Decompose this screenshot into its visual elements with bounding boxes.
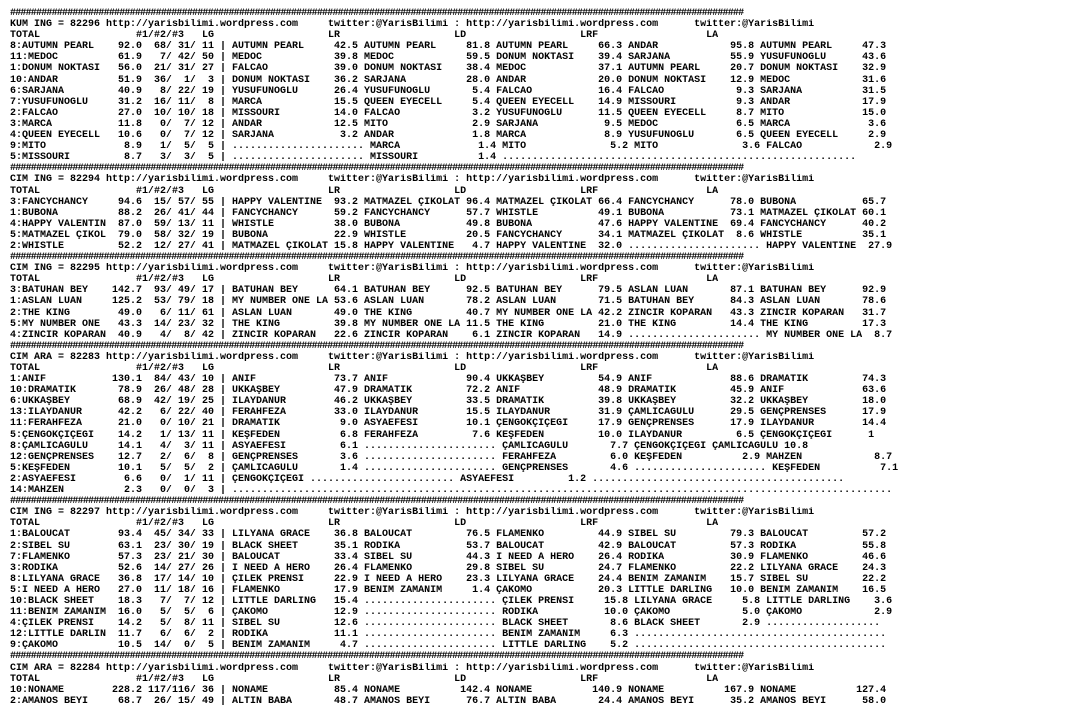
text-line: 3:MARCA 11.8 0/ 7/ 12 | ANDAR 12.5 MITO 2.9 SARJANA 9.5 MEDOC 6.5 MARCA 3.6 xyxy=(10,118,887,130)
text-line: CIM ARA = 82284 http://yarisbilimi.wordpress.com twitter:@YarisBilimi : http://yarisbilimi.wordpress.com twitter:@YarisBilimi xyxy=(10,662,815,674)
text-line: 4:ZINCIR KOPARAN 40.9 4/ 8/ 42 | ZINCIR KOPARAN 22.6 ZINCIR KOPARAN 6.1 ZINCIR KOPARAN 14.9 ...................... MY NUMBER ONE LA 8.7 xyxy=(10,329,893,341)
text-line: 2:AMANOS BEYİ 68.7 26/ 15/ 49 | ALTIN BABA 48.7 AMANOS BEYİ 76.7 ALTIN BABA 24.4 AMANOS BEYİ 35.2 AMANOS BEYİ 58.0 xyxy=(10,695,887,707)
text-line: 4:ÇILEK PRENSİ 14.2 5/ 8/ 11 | SİBEL SU 12.6 ...................... BLACK SHEET 8.6 BLACK SHEET 2.9 ................... xyxy=(10,618,881,630)
text-line: 4:QUEEN EYECELL 10.6 0/ 7/ 12 | SARJANA 3.2 ANDAR 1.8 MARCA 8.9 YUSUFUNOĞLU 6.5 QUEEN EYECELL 2.9 xyxy=(10,130,887,142)
text-line: 10:DRAMATİK 78.9 26/ 48/ 28 | UKKAŞBEY 47.9 DRAMATİK 72.2 ANIF 48.9 DRAMATİK 45.9 ANIF 63.6 xyxy=(10,385,887,397)
separator-line: ############################################################################################################################################# xyxy=(10,496,744,508)
text-line: TOTAL #1/#2/#3 LG LR LD LRF LA xyxy=(10,673,719,685)
text-line: 2:ASYAEFESİ 6.6 0/ 1/ 11 | ÇENGÖKÇİÇEĞİ ........................ ASYAEFESİ 1.2 .......................................... xyxy=(10,473,845,485)
text-line: 3:RODIKA 52.6 14/ 27/ 26 | I NEED A HERO 26.4 FLAMENKO 29.8 SİBEL SU 24.7 FLAMENKO 22.2 LILYANA GRACE 24.3 xyxy=(10,562,887,574)
text-line: 5:MISSOURI 8.7 3/ 3/ 5 | ...................... MISSOURI 1.4 ........................................................... xyxy=(10,152,857,164)
text-line: 11:MEDOC 61.9 7/ 42/ 50 | MEDOC 39.8 MEDOC 59.5 DÖNÜM NOKTASI 39.4 SARJANA 55.9 YUSUFUNOĞLU 43.6 xyxy=(10,52,887,64)
text-line: 2:FALCAO 27.0 10/ 10/ 18 | MISSOURI 14.0 FALCAO 3.2 YUSUFUNOĞLU 11.5 QUEEN EYECELL 8.7 MITO 15.0 xyxy=(10,107,887,119)
text-line: 1:BUBONA 88.2 26/ 41/ 44 | FANCYCHANCY 59.2 FANCYCHANCY 57.7 WHISTLE 49.1 BUBONA 73.1 MATMAZEL ÇIKOLAT 60.1 xyxy=(10,207,887,219)
text-line: CIM ING = 82295 http://yarisbilimi.wordpress.com twitter:@YarisBilimi : http://yarisbilimi.wordpress.com twitter:@YarisBilimi xyxy=(10,263,815,275)
text-line: CIM ING = 82297 http://yarisbilimi.wordpress.com twitter:@YarisBilimi : http://yarisbilimi.wordpress.com twitter:@YarisBilimi xyxy=(10,507,815,519)
text-line: 12:GENÇPRENSES 12.7 2/ 6/ 8 | GENÇPRENSES 3.6 ...................... FERAHFEZA 6.0 KEŞFEDEN 2.9 MAHZEN 8.7 xyxy=(10,451,893,463)
text-line: 10:NONAME 228.2 117/116/ 36 | NONAME 85.4 NONAME 142.4 NONAME 140.9 NONAME 167.9 NONAME 127.4 xyxy=(10,684,887,696)
text-line: 8:LILYANA GRACE 36.8 17/ 14/ 10 | ÇILEK PRENSİ 22.9 I NEED A HERO 23.3 LILYANA GRACE 24.4 BENİM ZAMANIM 15.7 SİBEL SU 22.2 xyxy=(10,573,887,585)
separator-line: ############################################################################################################################################# xyxy=(10,8,744,19)
text-line: 1:ASLAN LUAN 125.2 53/ 79/ 18 | MY NUMBER ONE LA 53.6 ASLAN LUAN 78.2 ASLAN LUAN 71.5 BATUHAN BEY 84.3 ASLAN LUAN 78.6 xyxy=(10,296,887,308)
text-line: 2:THE KING 49.0 6/ 11/ 61 | ASLAN LUAN 49.0 THE KING 40.7 MY NUMBER ONE LA 42.2 ZINCIR KOPARAN 43.3 ZINCIR KOPARAN 31.7 xyxy=(10,307,887,319)
text-line: 11:FERAHFEZA 21.0 0/ 10/ 21 | DRAMATİK 9.0 ASYAEFESİ 10.1 ÇENGÖKÇİÇEĞİ 17.9 GENÇPRENSES 17.9 İLAYDANUR 14.4 xyxy=(10,418,887,430)
text-line: 9:MITO 8.9 1/ 5/ 5 | ...................... MARCA 1.4 MITO 5.2 MITO 3.6 FALCAO 2.9 xyxy=(10,141,893,153)
text-line: 8:AUTUMN PEARL 92.0 68/ 31/ 11 | AUTUMN PEARL 42.5 AUTUMN PEARL 81.8 AUTUMN PEARL 66.3 ANDAR 95.8 AUTUMN PEARL 47.3 xyxy=(10,41,887,53)
text-line: KUM ING = 82296 http://yarisbilimi.wordpress.com twitter:@YarisBilimi : http://yarisbilimi.wordpress.com twitter:@YarisBilimi xyxy=(10,19,815,31)
text-line: 1:BALOUCAT 93.4 45/ 34/ 33 | LILYANA GRACE 36.8 BALOUCAT 76.5 FLAMENKO 44.9 SİBEL SU 79.3 BALOUCAT 57.2 xyxy=(10,529,887,541)
text-line: TOTAL #1/#2/#3 LG LR LD LRF LA xyxy=(10,363,719,374)
text-line: 10:BLACK SHEET 18.3 7/ 7/ 12 | LITTLE DARLING 15.4 ...................... ÇILEK PRENSİ 15.8 LILYANA GRACE 5.8 LITTLE DARLING 3.6 xyxy=(10,595,893,607)
text-line: 10:ANDAR 51.9 36/ 1/ 3 | DÖNÜM NOKTASI 36.2 SARJANA 28.0 ANDAR 20.0 DÖNÜM NOKTASI 12.9 MEDOC 31.6 xyxy=(10,74,887,86)
separator-line: ############################################################################################################################################# xyxy=(10,340,744,352)
text-line: 7:YUSUFUNOĞLU 31.2 16/ 11/ 8 | MARCA 15.5 QUEEN EYECELL 5.4 QUEEN EYECELL 14.9 MISSOURI 9.3 ANDAR 17.9 xyxy=(10,96,887,108)
text-line: 6:SARJANA 40.9 8/ 22/ 19 | YUSUFUNOĞLU 26.4 YUSUFUNOĞLU 5.4 FALCAO 16.4 FALCAO 9.3 SARJANA 31.5 xyxy=(10,85,887,97)
race-stats-document xyxy=(10,8,1070,707)
text-line: 5:ÇENGÖKÇİÇEĞİ 14.2 1/ 13/ 11 | KEŞFEDEN 6.8 FERAHFEZA 7.6 KEŞFEDEN 10.0 İLAYDANUR 6.5 ÇENGÖKÇİÇEĞİ 1 xyxy=(10,429,875,441)
text-line: 3:BATUHAN BEY 142.7 93/ 49/ 17 | BATUHAN BEY 64.1 BATUHAN BEY 92.5 BATUHAN BEY 79.5 ASLAN LUAN 87.1 BATUHAN BEY 92.9 xyxy=(10,285,887,297)
text-line: 11:BENİM ZAMANIM 16.0 5/ 5/ 6 | ÇAKOMO 12.9 ...................... RODIKA 10.0 ÇAKOMO 5.0 ÇAKOMO 2.9 xyxy=(10,607,893,619)
text-line: 9:ÇAKOMO 10.5 14/ 0/ 5 | BENİM ZAMANIM 4.7 ...................... LITTLE DARLING 5.2 .......................................... xyxy=(10,640,887,652)
text-line: CIM ING = 82294 http://yarisbilimi.wordpress.com twitter:@YarisBilimi : http://yarisbilimi.wordpress.com twitter:@YarisBilimi xyxy=(10,174,815,186)
text-line: 4:HAPPY VALENTIN 87.0 59/ 13/ 11 | WHISTLE 38.0 BUBONA 49.8 BUBONA 47.6 HAPPY VALENTINE 69.4 FANCYCHANCY 40.2 xyxy=(10,218,887,230)
separator-line: ############################################################################################################################################# xyxy=(10,651,744,663)
separator-line: ############################################################################################################################################# xyxy=(10,252,744,264)
text-line: TOTAL #1/#2/#3 LG LR LD LRF LA xyxy=(10,30,719,42)
text-line: 6:UKKAŞBEY 68.9 42/ 19/ 25 | İLAYDANUR 46.2 UKKAŞBEY 33.5 DRAMATİK 39.8 UKKAŞBEY 32.2 UKKAŞBEY 18.0 xyxy=(10,396,887,408)
text-line: 5:I NEED A HERO 27.0 11/ 18/ 16 | FLAMENKO 17.9 BENİM ZAMANIM 1.4 ÇAKOMO 20.3 LITTLE DARLING 10.0 BENİM ZAMANIM 16.5 xyxy=(10,584,887,596)
text-line: 1:DÖNÜM NOKTASI 56.0 21/ 31/ 27 | FALCAO 39.0 DÖNÜM NOKTASI 38.4 MEDOC 37.1 AUTUMN PEARL 20.7 DÖNÜM NOKTASI 32.9 xyxy=(10,63,887,75)
text-line: 5:MY NUMBER ONE 43.3 14/ 23/ 32 | THE KING 39.8 MY NUMBER ONE LA 11.5 THE KING 21.0 THE KING 14.4 THE KING 17.3 xyxy=(10,318,887,330)
text-line: TOTAL #1/#2/#3 LG LR LD LRF LA xyxy=(10,185,719,197)
text-line: 2:WHISTLE 52.2 12/ 27/ 41 | MATMAZEL ÇIKOLAT 15.8 HAPPY VALENTINE 4.7 HAPPY VALENTINE 32.0 ...................... HAPPY VALENTINE 27.9 xyxy=(10,240,893,252)
text-line: TOTAL #1/#2/#3 LG LR LD LRF LA xyxy=(10,518,719,530)
text-line: 13:İLAYDANUR 42.2 6/ 22/ 40 | FERAHFEZA 33.0 İLAYDANUR 15.5 İLAYDANUR 31.9 ÇAMLICAGÜLÜ 29.5 GENÇPRENSES 17.9 xyxy=(10,407,887,419)
text-line: 3:FANCYCHANCY 94.6 15/ 57/ 55 | HAPPY VALENTINE 93.2 MATMAZEL ÇIKOLAT 96.4 MATMAZEL ÇIKOLAT 66.4 FANCYCHANCY 78.0 BUBONA 65.7 xyxy=(10,196,887,208)
text-line: 8:ÇAMLICAGÜLÜ 14.1 4/ 3/ 11 | ASYAEFESİ 6.1 ...................... ÇAMLICAGÜLÜ 7.7 ÇENGÖKÇİÇEĞİ ÇAMLICAGÜLÜ 10.8 xyxy=(10,440,809,452)
text-line: 2:SİBEL SU 63.1 23/ 30/ 19 | BLACK SHEET 35.1 RODIKA 53.7 BALOUCAT 42.9 BALOUCAT 57.3 RODIKA 55.8 xyxy=(10,540,887,552)
separator-line: ############################################################################################################################################# xyxy=(10,163,744,175)
text-line: 1:ANIF 130.1 84/ 43/ 10 | ANIF 73.7 ANIF 90.4 UKKAŞBEY 54.9 ANIF 88.6 DRAMATİK 74.3 xyxy=(10,374,887,386)
text-line: 7:FLAMENKO 57.3 23/ 21/ 30 | BALOUCAT 33.4 SİBEL SU 44.3 I NEED A HERO 26.4 RODIKA 30.9 FLAMENKO 46.6 xyxy=(10,551,887,563)
text-line: CIM ARA = 82283 http://yarisbilimi.wordpress.com twitter:@YarisBilimi : http://yarisbilimi.wordpress.com twitter:@YarisBilimi xyxy=(10,351,815,363)
text-line: 5:MATMAZEL ÇIKOL 79.0 58/ 32/ 19 | BUBONA 22.9 WHISTLE 20.5 FANCYCHANCY 34.1 MATMAZEL ÇIKOLAT 8.6 WHISTLE 35.1 xyxy=(10,229,887,241)
text-line: 12:LITTLE DARLIN 11.7 6/ 6/ 2 | RODIKA 11.1 ...................... BENİM ZAMANIM 6.3 .......................................... xyxy=(10,629,887,641)
text-line: 14:MAHZEN 2.3 0/ 0/ 3 | .............................................................................................................. xyxy=(10,485,893,497)
text-line: 5:KEŞFEDEN 10.1 5/ 5/ 2 | ÇAMLICAGÜLÜ 1.4 ...................... GENÇPRENSES 4.6 ...................... KEŞFEDEN 7.1 xyxy=(10,462,899,474)
text-line: TOTAL #1/#2/#3 LG LR LD LRF LA xyxy=(10,274,719,286)
